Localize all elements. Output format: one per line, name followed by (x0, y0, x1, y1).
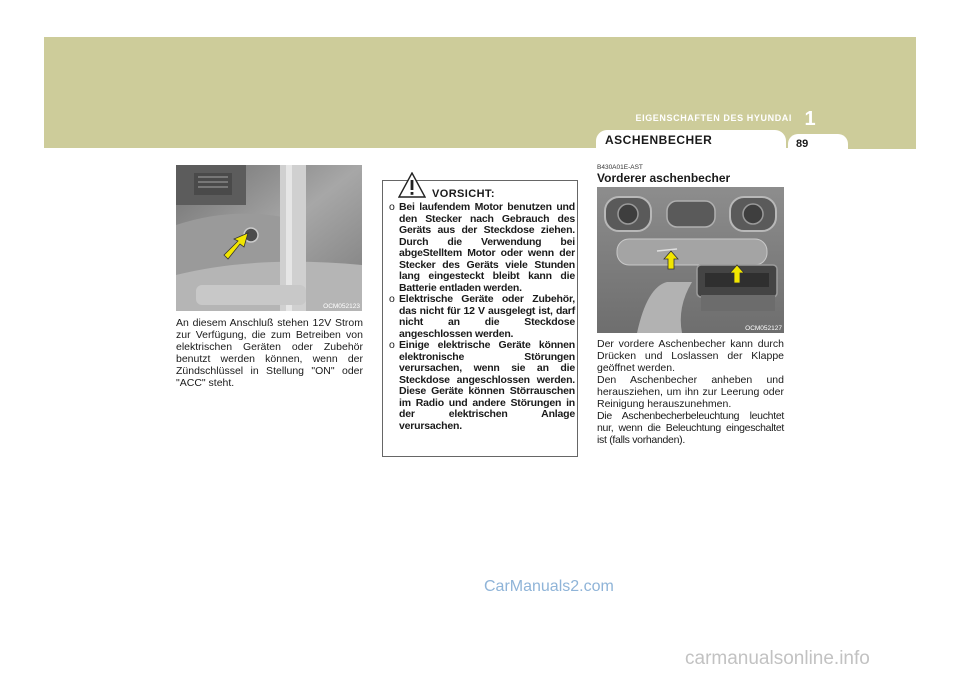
footer-watermark[interactable]: carmanualsonline.info (685, 648, 870, 669)
power-outlet-illustration (176, 165, 362, 311)
photo-code-right: OCM052127 (745, 325, 782, 332)
page-number-tab (788, 134, 848, 154)
right-body-text-2: Den Aschenbecher anheben und herausziehen, um ihn zur Leerung oder Reinigung herauszunehmen. (597, 374, 784, 410)
power-outlet-photo (176, 165, 362, 311)
left-body-text: An diesem Anschluß stehen 12V Strom zur Verfügung, die zum Betreiben von elektrischen Geräten oder Zubehör benutzt werden können, wenn der Zündschlüssel in Stellung "ON" oder "ACC" steht. (176, 317, 363, 389)
warning-item (389, 202, 575, 294)
warning-box (382, 180, 578, 457)
warning-triangle-icon (398, 172, 426, 198)
right-body-text-1: Der vordere Aschenbecher kann durch Drücken und Loslassen der Klappe geöffnet werden. (597, 338, 784, 374)
ashtray-photo (597, 187, 784, 333)
photo-code-left: OCM052123 (323, 303, 360, 310)
page-number: 89 (796, 138, 809, 150)
warning-item (389, 340, 575, 432)
ashtray-illustration (597, 187, 784, 333)
bullet: o (389, 293, 395, 305)
warning-item-text: Einige elektrische Geräte können elektronische Störungen verursachen, wenn sie an die Steckdose angeschlossen werden. Diese Geräte können Störrauschen im Radio und andere Störungen in der elektrischen Anlage verursachen. (399, 339, 575, 432)
chapter-number: 1 (804, 108, 816, 130)
section-title: ASCHENBECHER (605, 133, 713, 147)
warning-item-text: Elektrische Geräte oder Zubehör, das nicht für 12 V ausgelegt ist, darf nicht an die Steckdose angeschlossen werden. (399, 293, 575, 340)
section-tab (596, 130, 786, 152)
bullet: o (389, 339, 395, 351)
warning-title: VORSICHT: (432, 188, 495, 200)
subheading: Vorderer aschenbecher (597, 171, 731, 185)
header-band (44, 37, 916, 149)
watermark-carmanuals2[interactable]: CarManuals2.com (484, 578, 614, 595)
warning-item (389, 294, 575, 340)
section-code: B430A01E-AST (597, 164, 643, 171)
right-body-text-3: Die Aschenbecherbeleuchtung leuchtet nur, wenn die Beleuchtung eingeschaltet ist (falls vorhanden). (597, 410, 784, 446)
warning-list (389, 202, 575, 432)
bullet: o (389, 201, 395, 213)
warning-item-text: Bei laufendem Motor benutzen und den Stecker nach Gebrauch des Geräts aus der Steckdose ziehen. Durch die Verwendung bei abgeStelltem Motor oder wenn der Stecker des Geräts viele Stunden lang eingesteckt bleibt kann die Batterie entladen werden. (399, 201, 575, 294)
chapter-title: EIGENSCHAFTEN DES HYUNDAI (635, 113, 792, 123)
